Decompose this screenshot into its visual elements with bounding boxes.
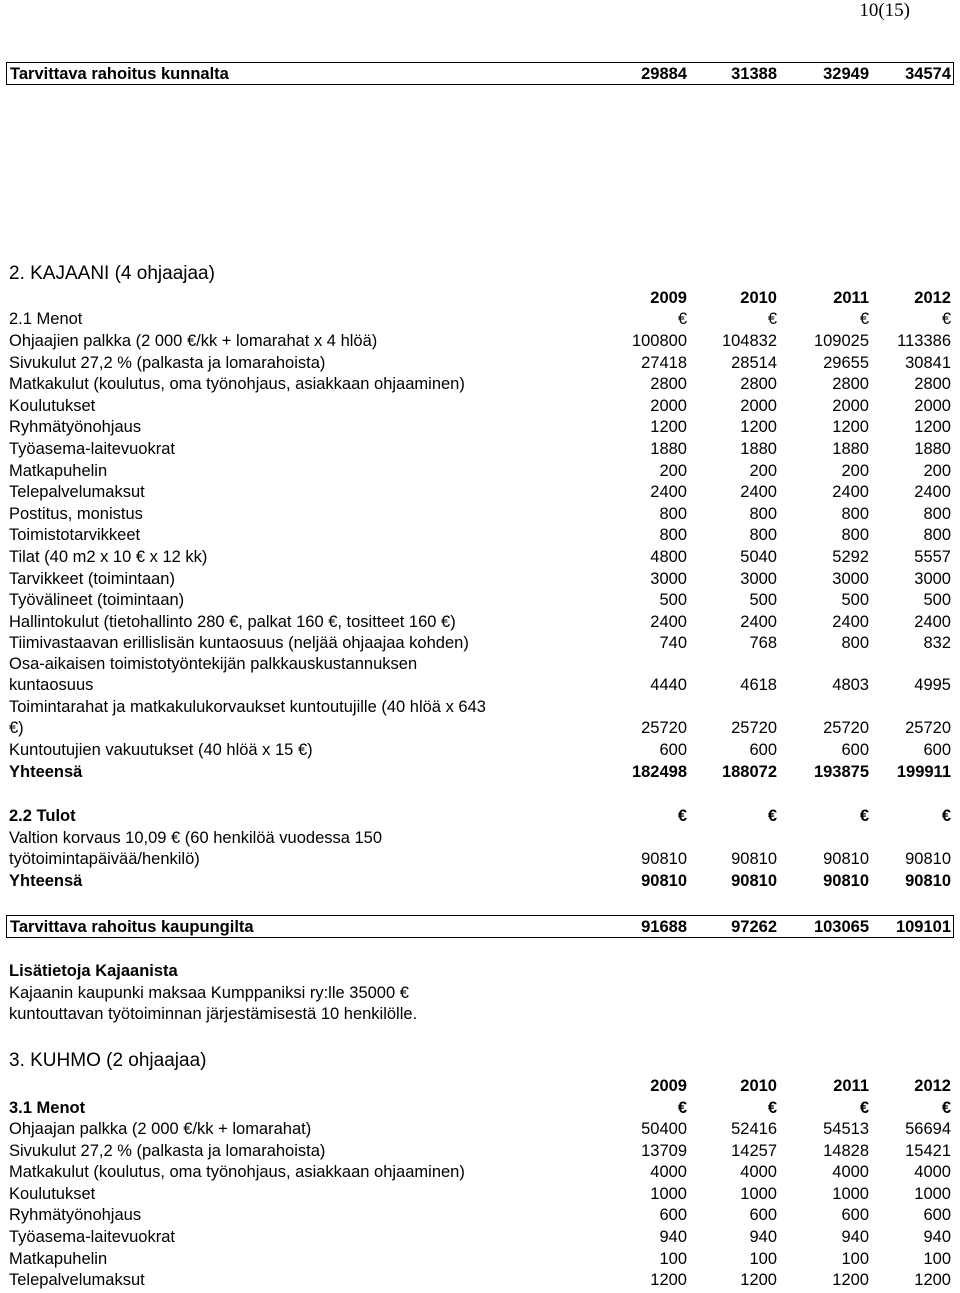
value-2011: 1200 xyxy=(832,1271,869,1290)
value-2009: 2800 xyxy=(650,375,687,394)
expense-row xyxy=(9,1141,953,1162)
value-2012: 500 xyxy=(923,591,951,610)
value-2009: 500 xyxy=(659,591,687,610)
part-time-line1 xyxy=(9,654,953,675)
value-2012: 600 xyxy=(923,741,951,759)
section-heading-kuhmo xyxy=(9,1049,953,1073)
expense-row xyxy=(9,461,953,482)
value-2011: 1200 xyxy=(832,418,869,437)
heading-text: 3. KUHMO (2 ohjaajaa) xyxy=(9,1050,207,1071)
row-label: Tarvittava rahoitus kunnalta xyxy=(10,65,229,83)
value-2009: 1880 xyxy=(650,440,687,458)
menot-header xyxy=(9,309,953,330)
value-2010: 600 xyxy=(749,1206,777,1225)
value-2011: 600 xyxy=(841,1206,869,1225)
row-label: Koulutukset xyxy=(9,396,96,415)
allowance-row xyxy=(9,718,953,739)
value-2012: 5557 xyxy=(914,548,951,566)
expense-row xyxy=(9,612,953,633)
value-2012: 200 xyxy=(923,461,951,480)
row-label: työtoimintapäivää/henkilö) xyxy=(9,850,200,868)
value-2012: 2400 xyxy=(914,612,951,631)
value-2011: 1000 xyxy=(832,1184,869,1203)
state-compensation-row xyxy=(9,849,953,870)
value-2012: 1200 xyxy=(914,1271,951,1290)
row-label: Yhteensä xyxy=(9,763,83,781)
row-label: Tarvittava rahoitus kaupungilta xyxy=(10,918,254,936)
value-2011: 5292 xyxy=(832,548,869,566)
value-2010: 90810 xyxy=(731,850,777,868)
value-2012: 1000 xyxy=(914,1184,951,1203)
value-2009: 3000 xyxy=(650,569,687,588)
value-2012: 90810 xyxy=(905,850,951,868)
value-2011: 4803 xyxy=(832,676,869,694)
value-2009: 1200 xyxy=(650,418,687,437)
value-2010: 97262 xyxy=(731,918,777,936)
value-2011: 600 xyxy=(841,741,869,759)
year-2012: 2012 xyxy=(914,1077,951,1095)
income-total-row xyxy=(9,871,953,892)
row-label: Matkapuhelin xyxy=(9,461,108,480)
value-2011: 100 xyxy=(841,1249,869,1268)
row-label: Ohjaajien palkka (2 000 €/kk + lomarahat x 4 hlöä) xyxy=(9,332,378,350)
row-label: Telepalvelumaksut xyxy=(9,1271,145,1290)
expense-row xyxy=(9,1162,953,1183)
expense-row xyxy=(9,590,953,611)
value-2012: 100 xyxy=(923,1249,951,1268)
value-2011: 2000 xyxy=(832,396,869,415)
value-2011: 25720 xyxy=(823,719,869,737)
row-label: Toimistotarvikkeet xyxy=(9,526,141,545)
row-label: Koulutukset xyxy=(9,1184,96,1203)
value-2009: 13709 xyxy=(641,1141,687,1160)
expense-row xyxy=(9,482,953,503)
row-label: Kuntoutujien vakuutukset (40 hlöä x 15 €) xyxy=(9,741,313,759)
row-label: Yhteensä xyxy=(9,872,83,890)
part-time-row xyxy=(9,675,953,696)
expense-row xyxy=(9,1205,953,1226)
value-2012: 832 xyxy=(923,634,951,653)
menot-label: 3.1 Menot xyxy=(9,1099,86,1117)
value-2009: 182498 xyxy=(631,763,687,781)
value-2009: 940 xyxy=(659,1228,687,1246)
euro-symbol: € xyxy=(767,310,777,328)
expense-row xyxy=(9,331,953,352)
row-label: Ryhmätyönohjaus xyxy=(9,1206,142,1225)
value-2012: 800 xyxy=(923,504,951,523)
value-2011: 4000 xyxy=(832,1163,869,1182)
value-2009: 90810 xyxy=(641,850,687,868)
paragraph-text: kuntouttavan työtoiminnan järjestämisestä 10 henkilölle. xyxy=(9,1005,418,1023)
row-label: Matkakulut (koulutus, oma työnohjaus, asiakkaan ohjaaminen) xyxy=(9,375,465,394)
value-2010: 1000 xyxy=(740,1184,777,1203)
year-2010: 2010 xyxy=(740,289,777,307)
value-2010: 188072 xyxy=(721,763,777,781)
value-2010: 3000 xyxy=(740,569,777,588)
value-2012: 56694 xyxy=(905,1120,951,1138)
row-label: Työvälineet (toimintaan) xyxy=(9,591,185,610)
value-2009: 90810 xyxy=(641,872,687,890)
value-2009: 27418 xyxy=(641,353,687,372)
row-label: Matkapuhelin xyxy=(9,1249,108,1268)
row-label: Tilat (40 m2 x 10 € x 12 kk) xyxy=(9,548,208,566)
value-2011: 940 xyxy=(841,1228,869,1246)
expense-row xyxy=(9,1119,953,1140)
value-2011: 500 xyxy=(841,591,869,610)
value-2012: 4995 xyxy=(914,676,951,694)
value-2011: 2400 xyxy=(832,483,869,502)
row-label: Matkakulut (koulutus, oma työnohjaus, asiakkaan ohjaaminen) xyxy=(9,1163,465,1182)
value-2009: 100800 xyxy=(631,332,687,350)
value-2012: 4000 xyxy=(914,1163,951,1182)
value-2011: 1880 xyxy=(832,440,869,458)
value-2010: 104832 xyxy=(721,332,777,350)
value-2009: 4000 xyxy=(650,1163,687,1182)
value-2009: 1200 xyxy=(650,1271,687,1290)
value-2009: 2000 xyxy=(650,396,687,415)
euro-symbol: € xyxy=(677,310,687,328)
year-2010: 2010 xyxy=(740,1077,777,1095)
value-2009: 29884 xyxy=(641,65,687,83)
value-2012: 3000 xyxy=(914,569,951,588)
value-2012: 1880 xyxy=(914,440,951,458)
heading-text: Lisätietoja Kajaanista xyxy=(9,962,178,980)
value-2010: 1880 xyxy=(740,440,777,458)
heading-text: 2. KAJAANI (4 ohjaajaa) xyxy=(9,263,215,284)
value-2010: 52416 xyxy=(731,1120,777,1138)
expense-row xyxy=(9,396,953,417)
euro-symbol: € xyxy=(941,310,951,328)
euro-symbol: € xyxy=(677,1099,687,1117)
value-2010: 2800 xyxy=(740,375,777,394)
value-2010: 2400 xyxy=(740,612,777,631)
value-2012: 2400 xyxy=(914,483,951,502)
value-2012: 2800 xyxy=(914,375,951,394)
euro-symbol: € xyxy=(859,807,869,825)
value-2010: 940 xyxy=(749,1228,777,1246)
extra-info-line2 xyxy=(9,1004,953,1025)
value-2010: 2400 xyxy=(740,483,777,502)
euro-symbol: € xyxy=(767,1099,777,1117)
expense-row xyxy=(9,417,953,438)
value-2009: 4440 xyxy=(650,676,687,694)
value-2010: 25720 xyxy=(731,719,777,737)
value-2012: 34574 xyxy=(905,65,951,83)
years-header xyxy=(9,288,953,309)
insurance-row xyxy=(9,740,953,761)
expense-row xyxy=(9,525,953,546)
value-2012: 800 xyxy=(923,526,951,545)
value-2009: 800 xyxy=(659,526,687,545)
year-2009: 2009 xyxy=(650,1077,687,1095)
kuhmo-menot-header xyxy=(9,1098,953,1119)
value-2010: 200 xyxy=(749,461,777,480)
value-2009: 50400 xyxy=(641,1120,687,1138)
extra-info-heading xyxy=(9,961,953,982)
row-label: Tiimivastaavan erillislisän kuntaosuus (neljää ohjaajaa kohden) xyxy=(9,634,469,653)
paragraph-text: Kajaanin kaupunki maksaa Kumppaniksi ry:lle 35000 € xyxy=(9,984,409,1002)
row-label: Valtion korvaus 10,09 € (60 henkilöä vuodessa 150 xyxy=(9,829,383,847)
value-2010: 2000 xyxy=(740,396,777,415)
value-2011: 2400 xyxy=(832,612,869,631)
state-compensation-line1 xyxy=(9,828,953,849)
euro-symbol: € xyxy=(941,807,951,825)
tulot-label: 2.2 Tulot xyxy=(9,807,76,825)
menot-label: 2.1 Menot xyxy=(9,310,83,328)
row-label: Työasema-laitevuokrat xyxy=(9,1228,175,1246)
value-2010: 31388 xyxy=(731,65,777,83)
year-2012: 2012 xyxy=(914,289,951,307)
section-heading-kajaani xyxy=(9,262,953,286)
value-2011: 14828 xyxy=(823,1141,869,1160)
extra-info-line1 xyxy=(9,983,953,1004)
row-label: Hallintokulut (tietohallinto 280 €, palkat 160 €, tositteet 160 €) xyxy=(9,612,456,631)
euro-symbol: € xyxy=(767,807,777,825)
value-2011: 29655 xyxy=(823,353,869,372)
euro-symbol: € xyxy=(941,1099,951,1117)
value-2010: 28514 xyxy=(731,353,777,372)
value-2009: 25720 xyxy=(641,719,687,737)
value-2011: 200 xyxy=(841,461,869,480)
value-2010: 100 xyxy=(749,1249,777,1268)
euro-symbol: € xyxy=(859,310,869,328)
value-2011: 103065 xyxy=(813,918,869,936)
value-2009: 600 xyxy=(659,1206,687,1225)
value-2009: 91688 xyxy=(641,918,687,936)
expense-row xyxy=(9,569,953,590)
row-label: Postitus, monistus xyxy=(9,504,143,523)
expense-row xyxy=(9,1184,953,1205)
value-2009: 100 xyxy=(659,1249,687,1268)
row-label: Sivukulut 27,2 % (palkasta ja lomarahoista) xyxy=(9,353,326,372)
value-2009: 1000 xyxy=(650,1184,687,1203)
row-label: Sivukulut 27,2 % (palkasta ja lomarahoista) xyxy=(9,1141,326,1160)
value-2010: 90810 xyxy=(731,872,777,890)
expense-row xyxy=(9,1249,953,1270)
value-2011: 90810 xyxy=(823,850,869,868)
value-2012: 90810 xyxy=(905,872,951,890)
value-2010: 1200 xyxy=(740,418,777,437)
value-2012: 113386 xyxy=(897,332,951,350)
value-2011: 109025 xyxy=(813,332,869,350)
row-label: Tarvikkeet (toimintaan) xyxy=(9,569,175,588)
euro-symbol: € xyxy=(677,807,687,825)
value-2010: 4000 xyxy=(740,1163,777,1182)
expense-row xyxy=(9,1270,953,1291)
expense-row xyxy=(9,504,953,525)
value-2009: 740 xyxy=(659,634,687,653)
value-2012: 15421 xyxy=(905,1141,951,1160)
value-2010: 5040 xyxy=(740,548,777,566)
value-2011: 3000 xyxy=(832,569,869,588)
value-2010: 14257 xyxy=(731,1141,777,1160)
value-2009: 600 xyxy=(659,741,687,759)
allowance-line1 xyxy=(9,697,953,718)
value-2011: 54513 xyxy=(823,1120,869,1138)
expense-total-row xyxy=(9,762,953,783)
row-label: Ryhmätyönohjaus xyxy=(9,418,142,437)
value-2011: 32949 xyxy=(823,65,869,83)
value-2010: 800 xyxy=(749,504,777,523)
row-label: Työasema-laitevuokrat xyxy=(9,440,175,458)
value-2009: 2400 xyxy=(650,483,687,502)
value-2011: 800 xyxy=(841,504,869,523)
value-2012: 25720 xyxy=(905,719,951,737)
expense-row xyxy=(9,374,953,395)
expense-row xyxy=(9,633,953,654)
row-label: Ohjaajan palkka (2 000 €/kk + lomarahat) xyxy=(9,1120,312,1138)
kuhmo-years-header xyxy=(9,1076,953,1097)
value-2010: 800 xyxy=(749,526,777,545)
value-2010: 4618 xyxy=(740,676,777,694)
page-number: 10(15) xyxy=(859,0,910,21)
expense-row xyxy=(9,1227,953,1248)
value-2010: 768 xyxy=(749,634,777,653)
value-2011: 2800 xyxy=(832,375,869,394)
year-2009: 2009 xyxy=(650,289,687,307)
value-2011: 90810 xyxy=(823,872,869,890)
value-2010: 500 xyxy=(749,591,777,610)
value-2011: 800 xyxy=(841,634,869,653)
funding-municipality-row xyxy=(6,62,954,85)
value-2012: 30841 xyxy=(905,353,951,372)
funding-city-row xyxy=(6,915,954,938)
year-2011: 2011 xyxy=(833,289,869,307)
value-2012: 940 xyxy=(923,1228,951,1246)
row-label: kuntaosuus xyxy=(9,676,94,694)
value-2012: 2000 xyxy=(914,396,951,415)
value-2009: 2400 xyxy=(650,612,687,631)
expense-row xyxy=(9,547,953,568)
value-2009: 4800 xyxy=(650,548,687,566)
row-label: Telepalvelumaksut xyxy=(9,483,145,502)
value-2012: 1200 xyxy=(914,418,951,437)
row-label: Osa-aikaisen toimistotyöntekijän palkkauskustannuksen xyxy=(9,655,418,673)
tulot-header xyxy=(9,806,953,827)
value-2009: 800 xyxy=(659,504,687,523)
value-2011: 800 xyxy=(841,526,869,545)
year-2011: 2011 xyxy=(833,1077,869,1095)
value-2012: 600 xyxy=(923,1206,951,1225)
expense-row xyxy=(9,353,953,374)
row-label: Toimintarahat ja matkakulukorvaukset kuntoutujille (40 hlöä x 643 xyxy=(9,698,486,716)
euro-symbol: € xyxy=(859,1099,869,1117)
value-2010: 600 xyxy=(749,741,777,759)
value-2012: 109101 xyxy=(895,918,951,936)
row-label: €) xyxy=(9,719,24,737)
value-2009: 200 xyxy=(659,461,687,480)
expense-row xyxy=(9,439,953,460)
value-2012: 199911 xyxy=(896,763,951,781)
value-2010: 1200 xyxy=(740,1271,777,1290)
value-2011: 193875 xyxy=(813,763,869,781)
